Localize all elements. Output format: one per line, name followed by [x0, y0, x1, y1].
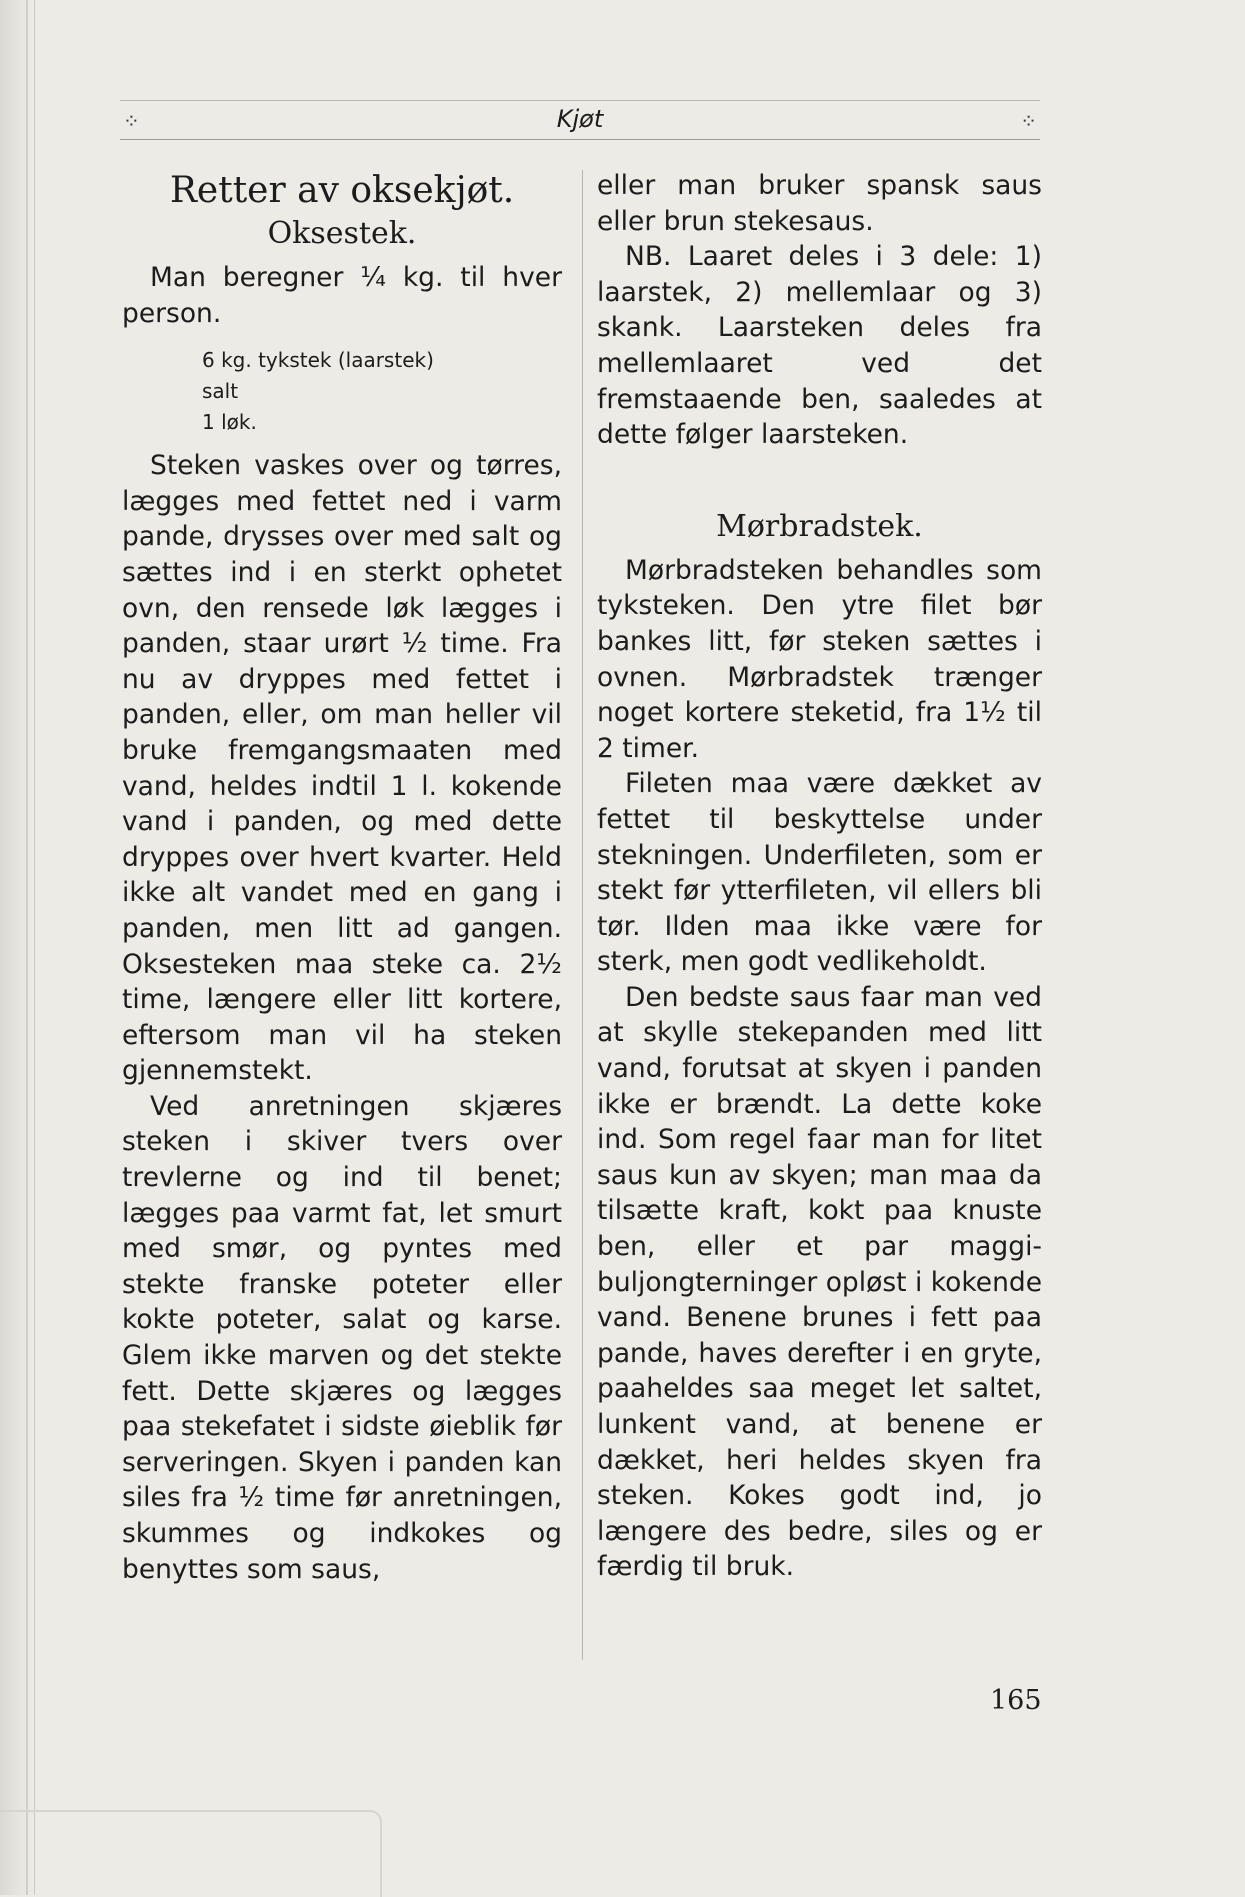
body-paragraph: Ved anretningen skjæres steken i skiver tvers over trevlerne og ind til benet; lægges paa varmt fat, let smurt med smør, og pyntes med stekte franske poteter eller kokte poteter, salat og karse. Glem ikke marven og det stekte fett. Dette skjæres og lægges paa stekefatet i sidste øieblik før serveringen. Skyen i panden kan siles fra ½ time før anretningen, skummes og indkokes og benyttes som saus,: [122, 1090, 562, 1585]
ingredient-item: salt: [202, 379, 239, 404]
ingredient-item: 6 kg. tykstek (laarstek): [202, 348, 434, 373]
note-paragraph: NB. Laaret deles i 3 dele: 1) laarstek, 2) mellemlaar og 3) skank. Laarsteken deles fra mellemlaaret ved det fremstaaende ben, saaledes at dette følger laarsteken.: [597, 241, 1042, 451]
recipe-title-oksestek: Oksestek.: [267, 216, 417, 251]
body-paragraph: Fileten maa være dækket av fettet til beskyttelse under stekningen. Underfileten, som er stekt før ytterfileten, vil ellers bli tør. Ilden maa ikke være for sterk, men godt vedlikeholdt.: [597, 768, 1042, 978]
recipe-title-morbradstek: Mørbradstek.: [716, 508, 923, 544]
ingredient-list: [202, 345, 562, 438]
running-head-title: Kjøt: [556, 105, 604, 133]
body-paragraph: Den bedste saus faar man ved at skylle stekepanden med litt vand, forutsat at skyen i panden ikke er brændt. La dette koke ind. Som regel faar man for litet saus kun av skyen; man maa da tilsætte kraft, kokt paa knuste ben, eller et par maggi-buljongterninger opløst i kokende vand. Benene brunes i fett paa pande, haves derefter i en gryte, paaheldes saa meget let saltet, lunkent vand, at benene er dækket, heri heldes skyen fra steken. Kokes godt ind, jo længere des bedre, siles og er færdig til bruk.: [597, 981, 1042, 1583]
page-corner-mark: [0, 1810, 382, 1897]
right-column: [597, 168, 1042, 1585]
body-paragraph: Steken vaskes over og tørres, lægges med fettet ned i varm pande, drysses over med salt og sættes ind i en sterkt ophetet ovn, den rensede løk lægges i panden, staar urørt ½ time. Fra nu av dryppes med fettet i panden, eller, om man heller vil bruke fremgangsmaaten med vand, heldes indtil 1 l. kokende vand i panden, og med dette dryppes over hvert kvarter. Held ikke alt vandet med en gang i panden, men litt ad gangen. Oksesteken maa steke ca. 2½ time, længere eller litt kortere, eftersom man vil ha steken gjennemstekt.: [122, 450, 562, 1087]
ornament-right-icon: ⁘: [1020, 109, 1037, 133]
ingredient-item: 1 løk.: [202, 410, 257, 435]
body-paragraph: Mørbradsteken behandles som tyksteken. Den ytre filet bør bankes litt, før steken sættes i ovnen. Mørbradstek trænger noget kortere steketid, fra 1½ til 2 timer.: [597, 554, 1042, 764]
chapter-title: Retter av oksekjøt.: [169, 170, 515, 211]
page-binding-edge: [0, 0, 35, 1895]
continuation-paragraph: eller man bruker spansk saus eller brun stekesaus.: [597, 170, 1042, 237]
column-divider: [582, 170, 583, 1660]
left-column: [122, 168, 562, 1587]
ornament-left-icon: ⁘: [123, 109, 140, 133]
binding-line: [26, 0, 28, 1895]
page-number: 165: [990, 1685, 1042, 1716]
intro-paragraph: Man beregner ¼ kg. til hver person.: [122, 262, 562, 329]
running-head: [120, 100, 1040, 140]
